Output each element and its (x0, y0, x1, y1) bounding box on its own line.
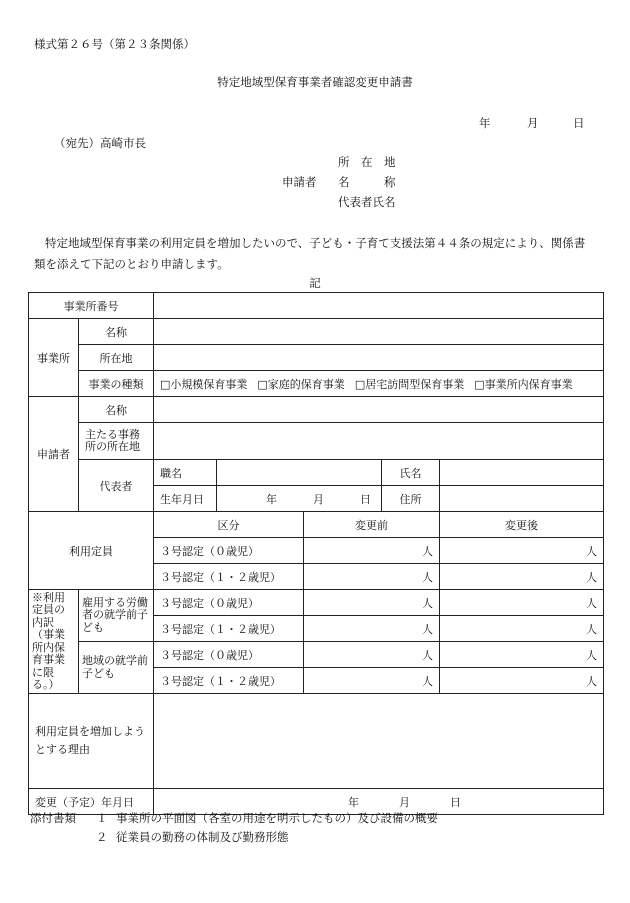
attachment-1-num: １ (96, 811, 108, 825)
capacity-label: 利用定員 (29, 512, 154, 590)
employee-cert3-0-before[interactable]: 人 (304, 590, 440, 616)
office-location-label: 所在地 (79, 345, 154, 371)
table-row (29, 423, 604, 460)
local-cert3-0-after[interactable]: 人 (440, 642, 604, 668)
type-checkbox-home-visit[interactable]: □居宅訪問型保育事業 (354, 377, 465, 391)
applicant-section-label: 申請者 (29, 397, 79, 512)
office-number-label: 事業所番号 (29, 293, 154, 319)
after-header: 変更後 (440, 512, 604, 538)
employee-children-label: 雇用する労働者の就学前子ども (79, 590, 154, 642)
main-office-location-field[interactable] (154, 423, 604, 460)
table-row (29, 590, 604, 616)
table-row (29, 371, 604, 397)
attachments-label: 添付書類 (30, 811, 76, 825)
local-cert3-0-before[interactable]: 人 (304, 642, 440, 668)
capacity-cert3-0-after[interactable]: 人 (440, 538, 604, 564)
type-checkbox-workplace[interactable]: □事業所内保育事業 (474, 377, 573, 391)
capacity-cert3-12-before[interactable]: 人 (304, 564, 440, 590)
attachment-1-text: 事業所の平面図（各室の用途を明示したもの）及び設備の概要 (116, 811, 438, 825)
birth-year: 年 (266, 492, 277, 506)
business-type-label: 事業の種類 (79, 371, 154, 397)
table-row (29, 293, 604, 319)
table-row (29, 642, 604, 668)
body-line-1: 特定地域型保育事業の利用定員を増加したいので、子ども・子育て支援法第４４条の規定により、関係書 (45, 236, 586, 250)
local-cert3-12-before[interactable]: 人 (304, 668, 440, 694)
reason-label: 利用定員を増加しようとする理由 (29, 694, 154, 789)
main-office-location-label: 主たる事務所の所在地 (79, 423, 154, 460)
table-row (29, 345, 604, 371)
office-label: 事業所 (29, 319, 79, 397)
local-cert3-12-label: ３号認定（１・２歳児） (154, 668, 304, 694)
table-row (29, 319, 604, 345)
employee-cert3-12-label: ３号認定（１・２歳児） (154, 616, 304, 642)
change-month: 月 (399, 795, 410, 809)
birth-date-field[interactable] (217, 486, 382, 512)
applicant-name-row-label: 名称 (79, 397, 154, 423)
breakdown-note: ※利用定員の内訳（事業所内保育事業に限る。） (29, 590, 79, 694)
change-date-label: 変更（予定）年月日 (29, 789, 154, 815)
local-cert3-12-after[interactable]: 人 (440, 668, 604, 694)
employee-cert3-0-after[interactable]: 人 (440, 590, 604, 616)
attachment-2-num: ２ (96, 830, 108, 844)
type-checkbox-small-scale[interactable]: □小規模保育事業 (160, 377, 248, 391)
local-cert3-0-label: ３号認定（０歳児） (154, 642, 304, 668)
change-year: 年 (348, 795, 359, 809)
office-name-field[interactable] (154, 319, 604, 345)
applicant-name-label: 名 称 (338, 175, 396, 189)
capacity-cert3-0-label: ３号認定（０歳児） (154, 538, 304, 564)
capacity-cert3-12-after[interactable]: 人 (440, 564, 604, 590)
office-number-field[interactable] (154, 293, 604, 319)
capacity-cert3-0-before[interactable]: 人 (304, 538, 440, 564)
birth-date-label: 生年月日 (154, 486, 217, 512)
birth-day: 日 (360, 492, 371, 506)
category-header: 区分 (154, 512, 304, 538)
address-field[interactable] (440, 486, 604, 512)
body-line-2: 類を添えて下記のとおり申請します。 (34, 257, 229, 271)
address-label: 住所 (382, 486, 440, 512)
job-title-field[interactable] (217, 460, 382, 486)
applicant-rep-label: 代表者氏名 (338, 195, 396, 209)
table-row (29, 694, 604, 789)
table-row (29, 512, 604, 538)
employee-cert3-0-label: ３号認定（０歳児） (154, 590, 304, 616)
employee-cert3-12-after[interactable]: 人 (440, 616, 604, 642)
form-number: 様式第２６号（第２３条関係） (34, 37, 195, 51)
application-table (28, 292, 604, 815)
office-location-field[interactable] (154, 345, 604, 371)
office-name-label: 名称 (79, 319, 154, 345)
table-row (29, 460, 604, 486)
birth-month: 月 (313, 492, 324, 506)
applicant-label: 申請者 (282, 175, 317, 189)
capacity-cert3-12-label: ３号認定（１・２歳児） (154, 564, 304, 590)
change-day: 日 (450, 795, 461, 809)
reason-field[interactable] (154, 694, 604, 789)
applicant-address-label: 所 在 地 (338, 155, 396, 169)
employee-cert3-12-before[interactable]: 人 (304, 616, 440, 642)
business-type-options (154, 371, 604, 397)
representative-label: 代表者 (79, 460, 154, 512)
applicant-name-field[interactable] (154, 397, 604, 423)
local-children-label: 地域の就学前子ども (79, 642, 154, 694)
document-title: 特定地域型保育事業者確認変更申請書 (217, 75, 413, 89)
date-day: 日 (573, 116, 585, 130)
ki-label: 記 (309, 276, 321, 290)
table-row (29, 397, 604, 423)
addressee: （宛先）高崎市長 (54, 136, 146, 150)
job-title-label: 職名 (154, 460, 217, 486)
before-header: 変更前 (304, 512, 440, 538)
date-month: 月 (527, 116, 539, 130)
attachment-2-text: 従業員の勤務の体制及び勤務形態 (116, 830, 289, 844)
person-name-label: 氏名 (382, 460, 440, 486)
body-text (34, 233, 602, 275)
type-checkbox-home-based[interactable]: □家庭的保育事業 (257, 377, 345, 391)
person-name-field[interactable] (440, 460, 604, 486)
date-year: 年 (479, 116, 491, 130)
